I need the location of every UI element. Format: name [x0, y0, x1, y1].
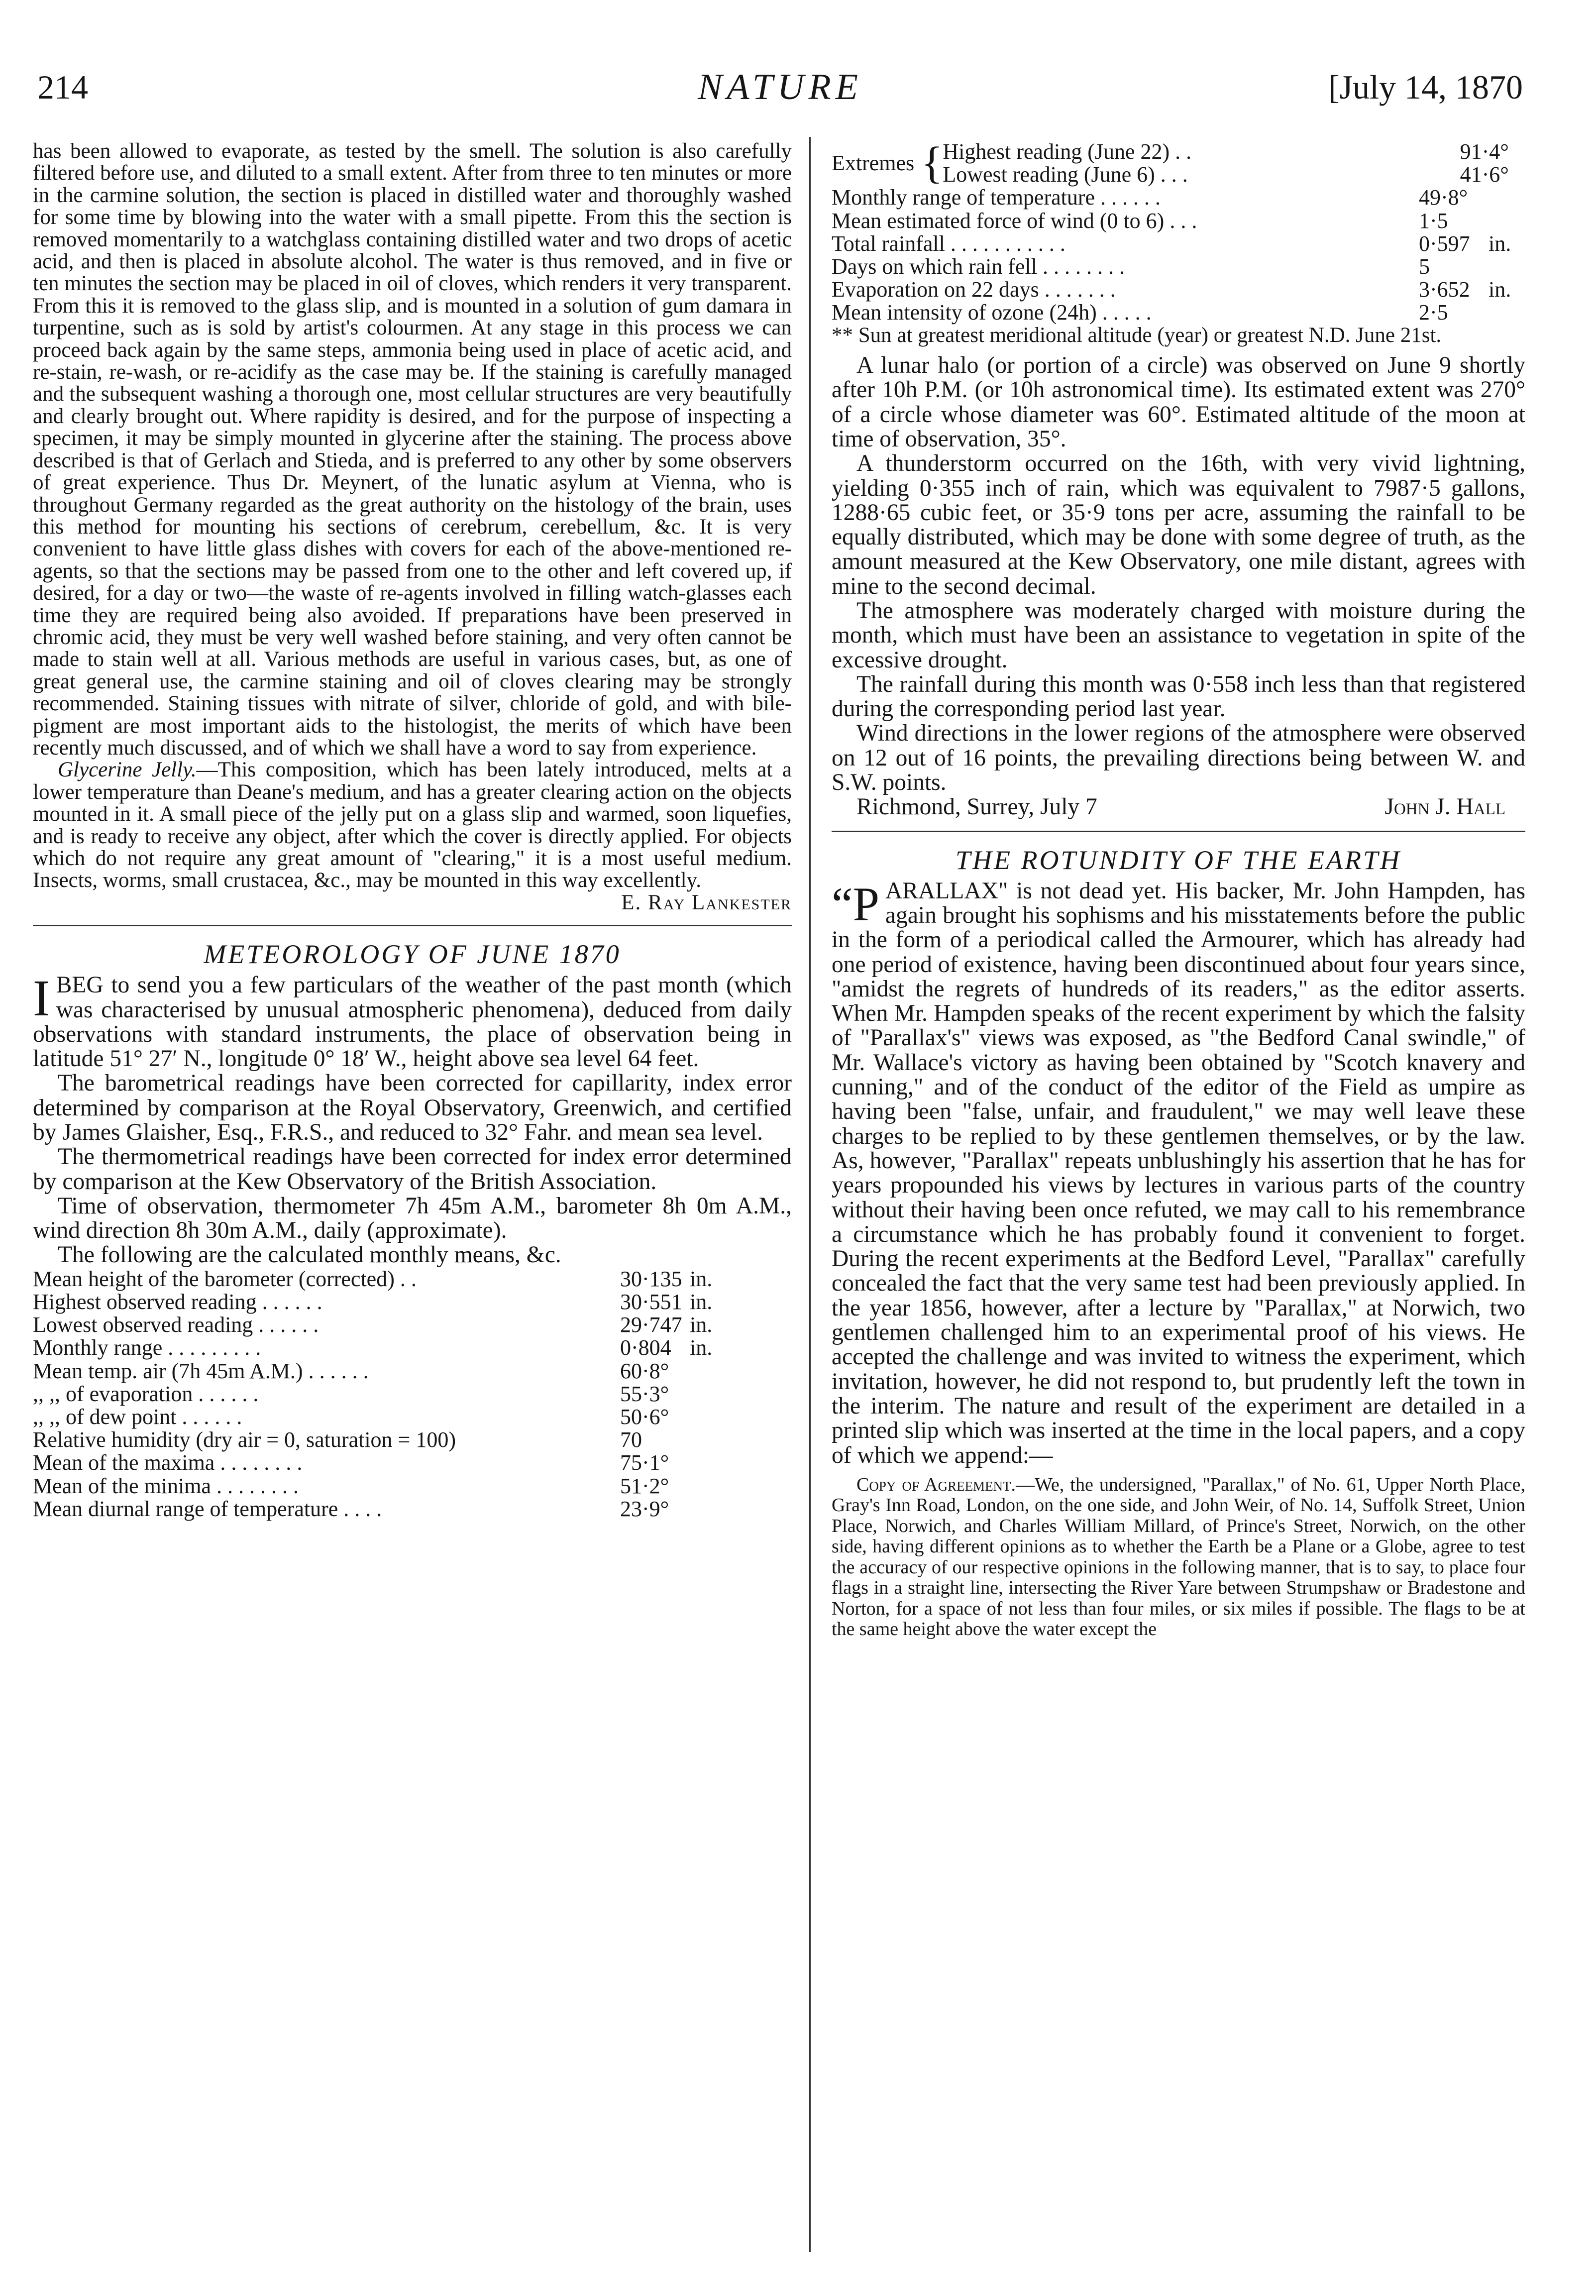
footnote: ** Sun at greatest meridional altitude (year) or greatest N.D. June 21st. [832, 323, 1442, 347]
meteorology-paragraph: The barometrical readings have been corrected for capillarity, index error determined by comparison at the Royal Observatory, Greenwich, and certified by James Glaisher, Esq., F.R.S., and reduced to 32° Fahr. and mean sea level. [33, 1070, 792, 1145]
row-unit [1489, 210, 1525, 232]
row-label: Highest observed reading . . . . . . [33, 1289, 322, 1314]
row-value: 49·8° [1419, 185, 1468, 210]
author-signature: E. Ray Lankester [621, 890, 792, 914]
row-unit: in. [690, 1312, 713, 1337]
meteorology-paragraph: The thermometrical readings have been corrected for index error determined by comparison at the Kew Observatory of the British Association. [33, 1144, 792, 1195]
row-value: 60·8° [620, 1358, 669, 1383]
rotundity-title: THE ROTUNDITY OF THE EARTH [955, 845, 1402, 875]
row-value: 5 [1419, 254, 1430, 279]
extremes-block [832, 140, 1525, 186]
row-value: 0·597 [1419, 231, 1470, 256]
row-label: Mean of the maxima . . . . . . . . [33, 1450, 303, 1475]
row-value: 23·9° [620, 1496, 669, 1521]
row-value: 30·551 [620, 1289, 682, 1314]
data-row [33, 1383, 792, 1406]
row-unit: in. [690, 1266, 713, 1291]
glycerine-text: —This composition, which has been lately introduced, melts at a lower temperature than Deane's medium, and has a greater clearing action on the objects mounted in it. A small piece of the jelly put on a glass slip and warmed, soon liquefies, and is ready to receive any object, after which the cover is directly applied. For objects which do not require any great amount of "clearing," it is a most useful medium. Insects, worms, small crustacea, &c., may be mounted in this way excellently. [33, 758, 792, 892]
row-label: Mean intensity of ozone (24h) . . . . . [832, 300, 1152, 325]
data-row [832, 186, 1525, 209]
row-label: Mean of the minima . . . . . . . . [33, 1473, 299, 1498]
report-paragraph: Wind directions in the lower regions of the atmosphere were observed on 12 out of 16 points, the prevailing directions being between W. and S.W. points. [832, 720, 1525, 796]
row-value: 55·3° [620, 1381, 669, 1406]
data-row [33, 1428, 792, 1451]
rotundity-intro: “P ARALLAX" is not dead yet. His backer, Mr. John Hampden, has again brought his sophisms and his misstatements before the public in the form of a periodical called the Armourer, which has already had one period of existence, having been discontinued about four years since, "amidst the regrets of hundreds of its readers," as the editor asserts. When Mr. Hampden speaks of the recent experiment by which the falsity of "Parallax's" views was exposed, as "the Bedford Canal swindle," of Mr. Wallace's victory as having been obtained by "Scotch knavery and cunning," and of the conduct of the editor of the Field as umpire as having been "false, unfair, and fraudulent," we may well leave these charges to be replied to by these gentlemen themselves, or by the law. As, however, "Parallax" repeats unblushingly his assertion that he has for years propounded his views by lectures in various parts of the country without their having been once refuted, we may call to his remembrance a circumstance which he has probably found it convenient to forget. During the recent experiments at the Bedford Level, "Parallax" carefully concealed the fact that the very same test had been previously applied. In the year 1856, however, after a lecture by "Parallax," at Norwich, two gentlemen challenged him to an experimental proof of his views. He accepted the challenge and was invited to witness the experiment, which invitation, however, he did not respond to, but prudently left the town in the interim. The nature and result of the experiment are detailed in a printed slip which was inserted at the time in the local papers, and a copy of which we append:— [832, 877, 1525, 1468]
dropcap-letter: I [33, 970, 50, 1027]
row-unit: in. [690, 1335, 713, 1360]
data-row [943, 163, 1525, 186]
row-value: 2·5 [1419, 300, 1448, 325]
row-value: 91·4° [1460, 139, 1509, 164]
row-label: Evaporation on 22 days . . . . . . . [832, 277, 1116, 302]
row-unit [1489, 255, 1525, 278]
glycerine-paragraph [33, 759, 792, 891]
brace-glyph: { [921, 138, 943, 188]
row-label: ,, ,, of evaporation . . . . . . [33, 1381, 259, 1406]
data-row [832, 210, 1525, 232]
row-label: Mean height of the barometer (corrected) . . [33, 1266, 417, 1291]
meteorology-paragraph: The following are the calculated monthly means, &c. [58, 1242, 561, 1268]
row-unit [690, 1406, 792, 1428]
row-label: Mean diurnal range of temperature . . . . [33, 1496, 382, 1521]
row-value: 51·2° [620, 1473, 669, 1498]
row-value: 1·5 [1419, 208, 1448, 233]
row-unit [690, 1475, 792, 1498]
row-label: Mean temp. air (7h 45m A.M.) . . . . . . [33, 1358, 369, 1383]
page-header [37, 60, 1523, 114]
section-rule [33, 925, 792, 926]
agreement-heading: Copy of Agreement. [856, 1474, 1016, 1495]
row-label: Mean estimated force of wind (0 to 6) . . . [832, 208, 1197, 233]
right-column [832, 140, 1525, 1640]
agreement-paragraph [832, 1475, 1525, 1640]
monthly-means-table [33, 1268, 792, 1521]
left-column [33, 140, 792, 1521]
data-row [33, 1313, 792, 1336]
row-label: ,, ,, of dew point . . . . . . [33, 1405, 242, 1429]
row-unit: in. [690, 1289, 713, 1314]
page-number: 214 [37, 68, 88, 106]
row-label: Lowest reading (June 6) . . . [943, 162, 1188, 187]
meteorology-title: METEOROLOGY OF JUNE 1870 [204, 939, 621, 970]
row-value: 0·804 [620, 1335, 671, 1360]
row-label: Relative humidity (dry air = 0, saturation = 100) [33, 1427, 456, 1452]
data-row [943, 140, 1525, 163]
data-row [33, 1451, 792, 1474]
data-row [832, 278, 1525, 301]
row-unit [690, 1498, 792, 1521]
report-paragraph: The atmosphere was moderately charged with moisture during the month, which must have been an assistance to vegetation in spite of the excessive drought. [832, 598, 1525, 673]
place-date: Richmond, Surrey, July 7 [856, 794, 1097, 820]
row-unit [690, 1428, 792, 1451]
report-paragraph: A lunar halo (or portion of a circle) was observed on June 9 shortly after 10h P.M. (or 10h astronomical time). Its estimated extent was 270° of a circle whose diameter was 60°. Estimated altitude of the moon at time of observation, 35°. [832, 352, 1525, 452]
row-unit: in. [1489, 277, 1511, 302]
agreement-text: —We, the undersigned, "Parallax," of No. 61, Upper North Place, Gray's Inn Road, London, on the one side, and John Weir, of No. 14, Suffolk Street, Union Place, Norwich, and Charles William Millard, of Prince's Street, Norwich, on the other side, having different opinions as to whether the Earth be a Plane or a Globe, agree to test the accuracy of our respective opinions in the following manner, that is to say, to place four flags in a straight line, intersecting the River Yare between Strumpshaw or Bradestone and Norton, for a space of not less than four miles, or six miles if possible. The flags to be at the same height above the water except the [832, 1474, 1526, 1640]
row-unit: in. [1489, 231, 1511, 256]
row-value: 30·135 [620, 1266, 682, 1291]
row-unit [690, 1383, 792, 1406]
row-value: 75·1° [620, 1450, 669, 1475]
row-label: Monthly range . . . . . . . . . [33, 1335, 261, 1360]
row-unit [1489, 186, 1525, 209]
glycerine-heading: Glycerine Jelly. [58, 758, 197, 782]
row-value: 41·6° [1460, 162, 1509, 187]
data-row [33, 1336, 792, 1359]
stats-table [832, 186, 1525, 324]
meteorology-intro: IBEG to send you a few particulars of the weather of the past month (which was characterised by unusual atmospheric phenomena), deduced from daily observations with standard instruments, the place of observation being in latitude 51° 27′ N., longitude 0° 18′ W., height above sea level 64 feet. [33, 970, 792, 1072]
data-row [832, 232, 1525, 255]
row-unit [690, 1451, 792, 1474]
row-label: Lowest observed reading . . . . . . [33, 1312, 319, 1337]
data-row [832, 301, 1525, 324]
report-signature: John J. Hall [1384, 794, 1505, 820]
report-paragraph: A thunderstorm occurred on the 16th, with very vivid lightning, yielding 0·355 inch of rain, which was equivalent to 7987·5 gallons, 1288·65 cubic feet, or 35·9 tons per acre, assuming the rainfall to be equally distributed, which may be done with some degree of truth, as the amount measured at the Kew Observatory, one mile distant, agrees with mine to the second decimal. [832, 450, 1525, 599]
article-paragraph: has been allowed to evaporate, as tested by the smell. The solution is also carefully filtered before use, and diluted to a small extent. After from three to ten minutes or more in the carmine solution, the section is placed in distilled water and thoroughly washed for some time by blowing into the water with a small pipette. From this the section is removed momentarily to a watchglass containing distilled water and two drops of acetic acid, and then is placed in absolute alcohol. The water is thus removed, and in five or ten minutes the section may be placed in oil of cloves, which renders it very transparent. From this it is removed to the glass slip, and is mounted in a solution of gum damara in turpentine, such as is sold by artist's colourmen. At any stage in this process we can proceed back again by the same steps, ammonia being used in place of acetic acid, and re-stain, re-wash, or re-acidify as the case may be. If the staining is carefully managed and the subsequent washing a thorough one, most cellular structures are very beautifully and clearly brought out. Where rapidity is desired, and for the purpose of inspecting a specimen, it may be simply mounted in glycerine after the staining. The process above described is that of Gerlach and Stieda, and is preferred to any other by some observers of great experience. Thus Dr. Meynert, of the lunatic asylum at Vienna, who is throughout Germany regarded as the great authority on the histology of the brain, uses this method for mounting his sections of cerebrum, cerebellum, &c. It is very convenient to have little glass dishes with covers for each of the above-mentioned re-agents, so that the sections may be passed from one to the other and left covered up, if desired, for a day or two—the waste of re-agents involved in filling watch-glasses each time they are required being also avoided. If preparations have been preserved in chromic acid, they must be very well washed before staining, and very often cannot be made to stain well at all. Various methods are useful in various cases, but, as one of great general use, the carmine staining and oil of cloves clearing may be strongly recommended. Staining tissues with nitrate of silver, chloride of gold, and with bile-pigment are most important aids to the histologist, the merits of which have been recently much discussed, and of which we shall have a word to say from experience. [33, 139, 792, 760]
data-row [832, 255, 1525, 278]
row-value: 29·747 [620, 1312, 682, 1337]
extremes-label: Extremes [832, 151, 915, 176]
column-divider [809, 137, 811, 2252]
row-value: 70 [620, 1427, 642, 1452]
data-row [33, 1291, 792, 1313]
data-row [33, 1475, 792, 1498]
extremes-table [943, 140, 1525, 186]
row-unit [1489, 301, 1525, 324]
row-value: 3·652 [1419, 277, 1470, 302]
data-row [33, 1406, 792, 1428]
row-label: Monthly range of temperature . . . . . . [832, 185, 1161, 210]
data-row [33, 1498, 792, 1521]
data-row [33, 1360, 792, 1383]
meteorology-paragraph: Time of observation, thermometer 7h 45m A.M., barometer 8h 0m A.M., wind direction 8h 30m A.M., daily (approximate). [33, 1193, 792, 1244]
row-label: Days on which rain fell . . . . . . . . [832, 254, 1125, 279]
report-signoff [832, 795, 1525, 819]
issue-date: [July 14, 1870 [1328, 68, 1523, 106]
row-value: 50·6° [620, 1405, 669, 1429]
report-paragraph: The rainfall during this month was 0·558 inch less than that registered during the corresponding period last year. [832, 671, 1525, 722]
section-rule [832, 831, 1525, 832]
row-label: Total rainfall . . . . . . . . . . . [832, 231, 1065, 256]
data-row [33, 1268, 792, 1291]
journal-title: NATURE [698, 67, 862, 108]
dropcap-letter: “P [832, 877, 879, 931]
row-unit [690, 1360, 792, 1383]
row-label: Highest reading (June 22) . . [943, 139, 1192, 164]
